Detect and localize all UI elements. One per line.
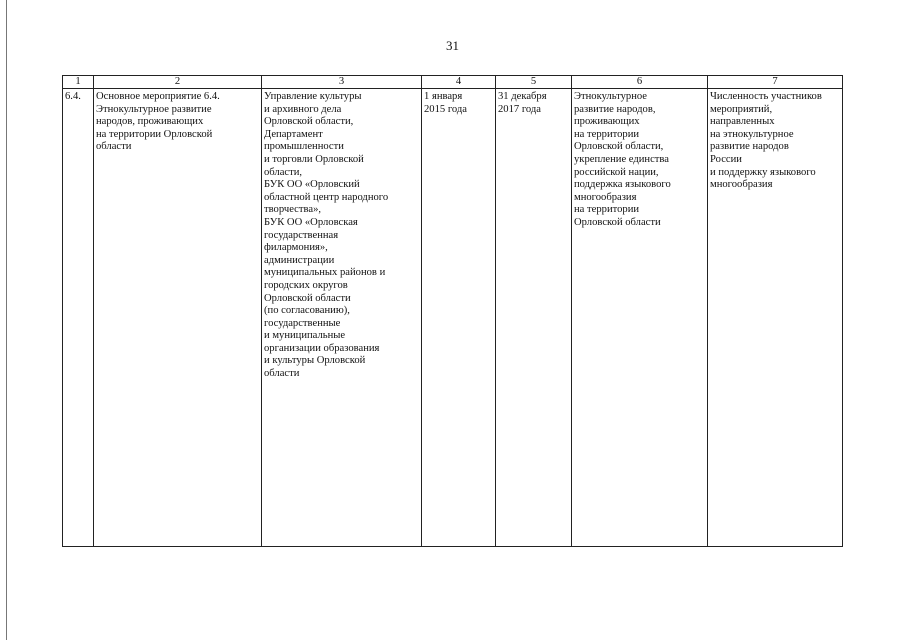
table-row	[63, 89, 843, 547]
cell-text-line: Численность участников	[710, 91, 822, 102]
cell-text-line: и культуры Орловской	[264, 355, 366, 367]
cell-text-line: проживающих	[574, 116, 640, 128]
cell-text-line: Основное мероприятие 6.4.	[96, 91, 220, 102]
page-margin-rule	[6, 0, 7, 640]
column-header-2: 2	[94, 76, 262, 89]
cell-text-line: Департамент	[264, 128, 323, 140]
cell-text-line: народов, проживающих	[96, 116, 204, 128]
start-date-cell	[422, 89, 496, 547]
cell-text-line: российской нации,	[574, 166, 659, 178]
cell-text-line: развитие народов	[710, 141, 789, 153]
column-header-6: 6	[572, 76, 708, 89]
cell-text-line: администрации	[264, 254, 335, 266]
column-header-5: 5	[496, 76, 572, 89]
cell-text-line: Этнокультурное развитие	[96, 103, 212, 115]
cell-text-line: промышленности	[264, 141, 344, 153]
cell-text-line: области	[264, 368, 300, 380]
table-header-row	[63, 76, 843, 89]
cell-text-line: 1 января	[424, 91, 463, 102]
cell-text-line: 31 декабря	[498, 91, 547, 102]
cell-text-line: филармония»,	[264, 242, 328, 254]
cell-text-line: поддержка языкового	[574, 179, 671, 191]
cell-text-line: городских округов	[264, 279, 348, 291]
cell-text-line: (по согласованию),	[264, 305, 350, 317]
page-number: 31	[446, 38, 459, 53]
column-header-7: 7	[708, 76, 843, 89]
column-header-1: 1	[63, 76, 94, 89]
row-number-cell: 6.4.	[63, 89, 94, 547]
cell-text-line: муниципальных районов и	[264, 267, 386, 279]
executors-cell	[262, 89, 422, 547]
activity-name-cell	[94, 89, 262, 547]
cell-text-line: и поддержку языкового	[710, 166, 816, 178]
cell-text-line: Управление культуры	[264, 91, 362, 102]
cell-text-line: и архивного дела	[264, 103, 342, 115]
cell-text-line: укрепление единства	[574, 153, 669, 165]
cell-text-line: 2017 года	[498, 103, 542, 115]
cell-text-line: многообразия	[710, 179, 773, 191]
cell-text-line: и торговли Орловской	[264, 153, 364, 165]
cell-text-line: Орловской области	[264, 292, 351, 304]
cell-text-line: направленных	[710, 116, 775, 128]
cell-text-line: государственная	[264, 229, 339, 241]
cell-text-line: государственные	[264, 317, 341, 329]
end-date-cell	[496, 89, 572, 547]
cell-text-line: организации образования	[264, 342, 380, 354]
expected-result-cell	[572, 89, 708, 547]
cell-text-line: Орловской области	[574, 216, 661, 228]
cell-text-line: на территории	[574, 204, 640, 216]
cell-text-line: Орловской области,	[264, 116, 354, 128]
activity-table	[62, 75, 843, 547]
cell-text-line: и муниципальные	[264, 330, 346, 342]
cell-text-line: творчества»,	[264, 204, 322, 216]
cell-text-line: 2015 года	[424, 103, 468, 115]
cell-text-line: БУК ОО «Орловская	[264, 216, 358, 228]
cell-text-line: БУК ОО «Орловский	[264, 179, 360, 191]
cell-text-line: многообразия	[574, 191, 637, 203]
cell-text-line: развитие народов,	[574, 103, 656, 115]
cell-text-line: области	[96, 141, 132, 153]
cell-text-line: на территории	[574, 128, 640, 140]
cell-text-line: на территории Орловской	[96, 128, 213, 140]
cell-text-line: мероприятий,	[710, 103, 773, 115]
cell-text-line: Орловской области,	[574, 141, 664, 153]
cell-text-line: на этнокультурное	[710, 128, 794, 140]
cell-text-line: области,	[264, 166, 303, 178]
column-header-4: 4	[422, 76, 496, 89]
indicator-cell	[708, 89, 843, 547]
cell-text-line: России	[710, 153, 742, 165]
column-header-3: 3	[262, 76, 422, 89]
cell-text-line: областной центр народного	[264, 191, 389, 203]
cell-text-line: Этнокультурное	[574, 91, 648, 102]
